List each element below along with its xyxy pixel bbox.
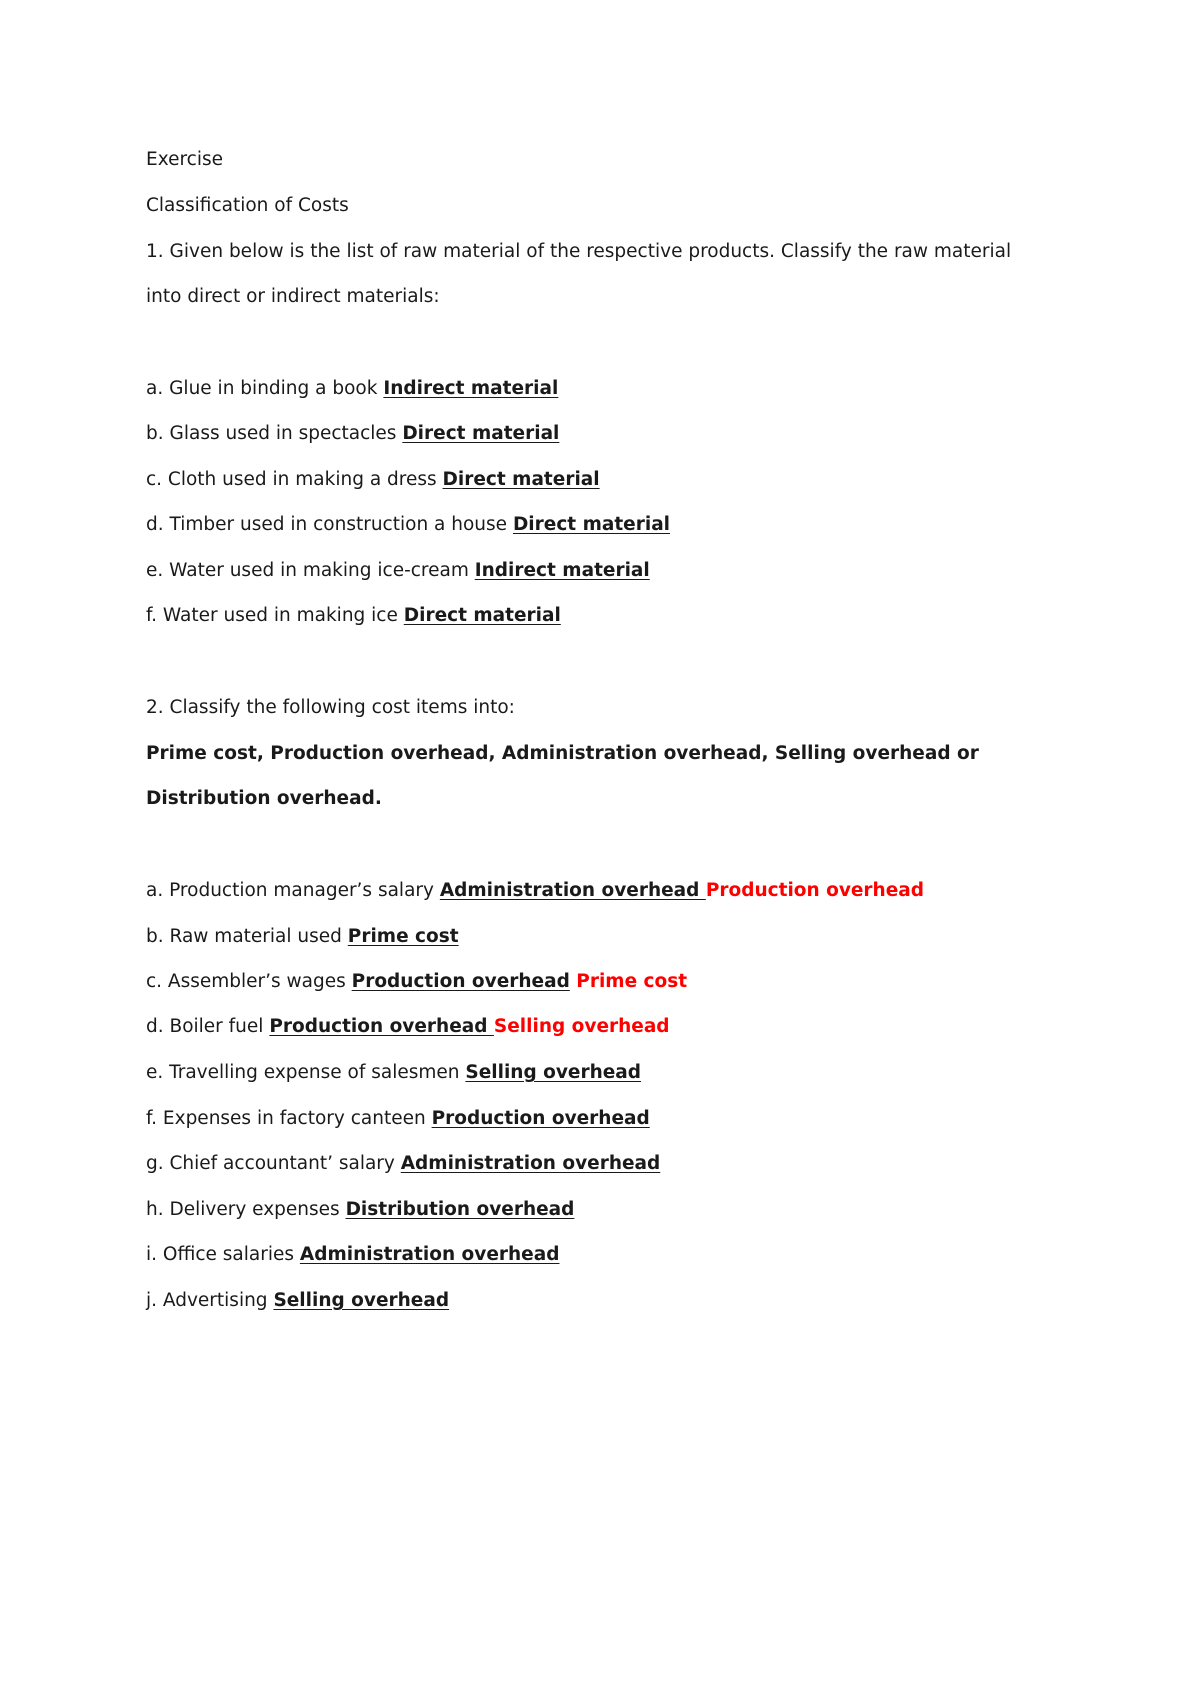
- q2-item-answer: Administration overhead: [400, 1153, 661, 1174]
- q2-item-answer: Selling overhead: [273, 1290, 450, 1311]
- q2-item-text: i. Office salaries: [146, 1244, 300, 1265]
- q1-item: [146, 513, 670, 537]
- q2-item: [146, 1152, 660, 1176]
- q2-item: [146, 879, 924, 903]
- q1-item: [146, 422, 559, 446]
- q2-item: [146, 1289, 449, 1313]
- q2-item-answer: Production overhead: [351, 971, 570, 992]
- q1-item-text: e. Water used in making ice-cream: [146, 560, 475, 581]
- q1-item-text: a. Glue in binding a book: [146, 378, 384, 399]
- q2-item-text: c. Assembler’s wages: [146, 971, 352, 992]
- q2-item-answer: Distribution overhead: [345, 1199, 575, 1220]
- q1-prompt-line-2: into direct or indirect materials:: [146, 286, 440, 307]
- q2-prompt: 2. Classify the following cost items into:: [146, 697, 515, 718]
- q2-item-text: b. Raw material used: [146, 926, 348, 947]
- q2-item: [146, 1107, 650, 1131]
- q1-prompt-line-1: 1. Given below is the list of raw material of the respective products. Classify the raw material: [146, 241, 1012, 262]
- q2-item: [146, 1198, 574, 1222]
- q2-categories-line-1: Prime cost, Production overhead, Administration overhead, Selling overhead or: [146, 743, 979, 764]
- q2-item: [146, 1061, 641, 1085]
- q2-item-text: g. Chief accountant’ salary: [146, 1153, 401, 1174]
- q2-item-text: a. Production manager’s salary: [146, 880, 440, 901]
- q2-item: [146, 970, 687, 994]
- q2-item: [146, 1015, 670, 1039]
- q2-item-answer: Selling overhead: [465, 1062, 642, 1083]
- q1-item: [146, 468, 600, 492]
- q1-item-answer: Direct material: [442, 469, 600, 490]
- q2-item-text: h. Delivery expenses: [146, 1199, 346, 1220]
- q2-item-text: e. Travelling expense of salesmen: [146, 1062, 466, 1083]
- q2-item-correction: Selling overhead: [493, 1016, 670, 1037]
- q1-item-text: c. Cloth used in making a dress: [146, 469, 443, 490]
- q2-item-text: f. Expenses in factory canteen: [146, 1108, 432, 1129]
- q1-item-answer: Indirect material: [474, 560, 650, 581]
- q2-categories-line-2: Distribution overhead.: [146, 788, 382, 809]
- q2-item-correction: Production overhead: [705, 880, 924, 901]
- q1-item-answer: Direct material: [403, 605, 561, 626]
- q1-item: [146, 377, 558, 401]
- q2-item-answer: Administration overhead: [439, 880, 706, 901]
- exercise-title: Exercise: [146, 149, 223, 170]
- q2-item-answer: Administration overhead: [299, 1244, 560, 1265]
- q1-item-answer: Direct material: [512, 514, 671, 535]
- q1-item-answer: Direct material: [402, 423, 560, 444]
- q2-item: [146, 925, 459, 949]
- q2-item-answer: Production overhead: [431, 1108, 650, 1129]
- q2-item-text: j. Advertising: [146, 1290, 274, 1311]
- q1-item-text: f. Water used in making ice: [146, 605, 404, 626]
- q1-item-answer: Indirect material: [383, 378, 559, 399]
- q2-item-answer: Prime cost: [347, 926, 459, 947]
- q2-item: [146, 1243, 559, 1267]
- q1-item-text: b. Glass used in spectacles: [146, 423, 403, 444]
- q2-item-text: d. Boiler fuel: [146, 1016, 270, 1037]
- q1-item-text: d. Timber used in construction a house: [146, 514, 513, 535]
- q1-item: [146, 604, 561, 628]
- q2-item-correction: Prime cost: [569, 971, 688, 992]
- q2-item-answer: Production overhead: [269, 1016, 494, 1037]
- q1-item: [146, 559, 650, 583]
- section-title: Classification of Costs: [146, 195, 349, 216]
